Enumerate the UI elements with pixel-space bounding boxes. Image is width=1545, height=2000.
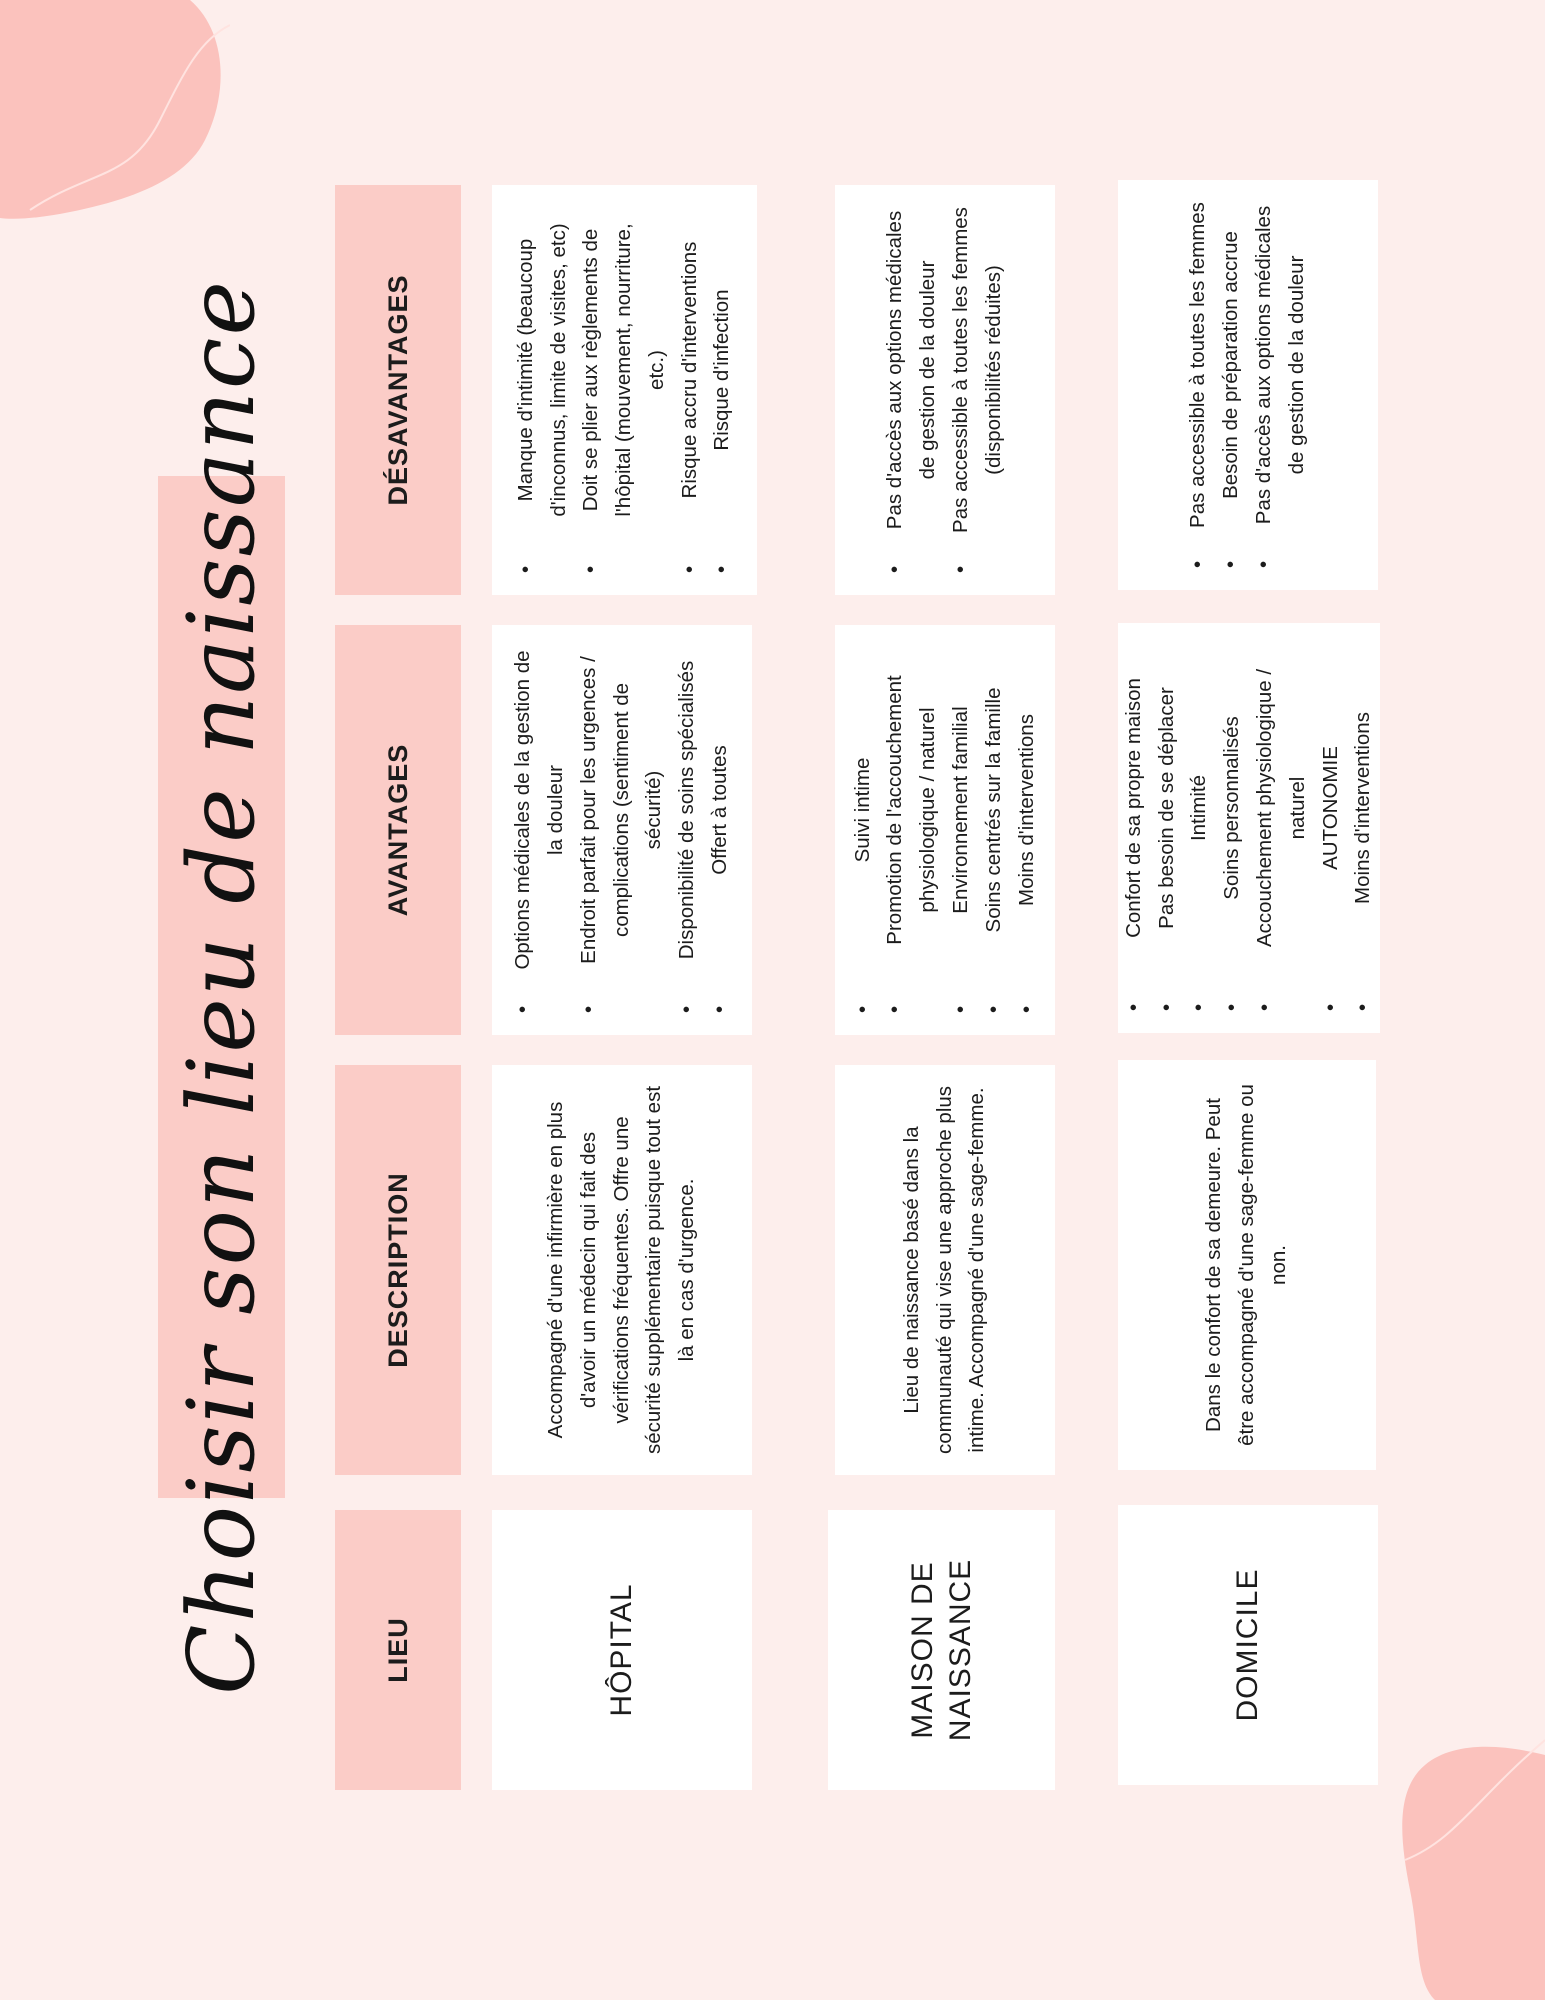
list-item: • Suivi intime bbox=[847, 643, 880, 1017]
list-item: • Risque accru d'interventions bbox=[674, 203, 707, 577]
list-item: • Pas besoin de se déplacer bbox=[1151, 641, 1184, 1015]
list-item: • AUTONOMIE bbox=[1315, 641, 1348, 1015]
list-item: • Doit se plier aux règlements de l'hôpital (mouvement, nourriture, etc.) bbox=[575, 203, 673, 577]
list-item: • Soins personnalisés bbox=[1216, 641, 1249, 1015]
desavantages-list bbox=[1182, 198, 1313, 572]
lieu-label: MAISON DE NAISSANCE bbox=[906, 1558, 977, 1742]
lieu-cell-maison-de-naissance bbox=[828, 1510, 1055, 1790]
title-band bbox=[158, 279, 285, 1695]
list-item: • Environnement familial bbox=[945, 643, 978, 1017]
list-item: • Moins d'interventions bbox=[1011, 643, 1044, 1017]
description-cell-domicile bbox=[1118, 1060, 1376, 1470]
lieu-cell-domicile bbox=[1118, 1505, 1378, 1785]
header-avantages-label: AVANTAGES bbox=[382, 743, 413, 917]
list-item: • Confort de sa propre maison bbox=[1118, 641, 1151, 1015]
list-item: • Risque d'infection bbox=[706, 203, 739, 577]
lieu-label: DOMICILE bbox=[1231, 1568, 1265, 1722]
description-text: Accompagné d'une infirmière en plus d'avoir un médecin qui fait des vérifications fréquentes. Offre une sécurité supplémentaire puisque tout est là en cas d'urgence. bbox=[544, 1085, 699, 1455]
description-text: Lieu de naissance basé dans la communauté qui vise une approche plus intime. Accompagné d'une sage-femme. bbox=[899, 1085, 989, 1455]
header-description-label: DESCRIPTION bbox=[382, 1172, 413, 1368]
desavantages-cell-domicile bbox=[1118, 180, 1378, 590]
list-item: • Besoin de préparation accrue bbox=[1215, 198, 1248, 572]
desavantages-cell-hopital bbox=[492, 185, 757, 595]
list-item: • Pas d'accès aux options médicales de gestion de la douleur bbox=[1248, 198, 1314, 572]
header-desavantages bbox=[335, 185, 461, 595]
list-item: • Pas accessible à toutes les femmes bbox=[1182, 198, 1215, 572]
avantages-cell-maison-de-naissance bbox=[835, 625, 1055, 1035]
desavantages-list bbox=[510, 203, 740, 577]
lieu-label: HÔPITAL bbox=[605, 1583, 639, 1717]
header-description bbox=[335, 1065, 461, 1475]
list-item: • Pas d'accès aux options médicales de gestion de la douleur bbox=[879, 203, 945, 577]
lieu-cell-hopital bbox=[492, 1510, 752, 1790]
list-item: • Offert à toutes bbox=[704, 643, 737, 1017]
description-cell-hopital bbox=[492, 1065, 752, 1475]
header-lieu bbox=[335, 1510, 461, 1790]
avantages-cell-hopital bbox=[492, 625, 752, 1035]
list-item: • Endroit parfait pour les urgences / complications (sentiment de sécurité) bbox=[573, 643, 671, 1017]
header-lieu-label: LIEU bbox=[382, 1617, 413, 1683]
list-item: • Disponibilité de soins spécialisés bbox=[671, 643, 704, 1017]
page-title: Choisir son lieu de naissance bbox=[168, 279, 275, 1695]
header-avantages bbox=[335, 625, 461, 1035]
desavantages-cell-maison-de-naissance bbox=[835, 185, 1055, 595]
list-item: • Intimité bbox=[1183, 641, 1216, 1015]
list-item: • Promotion de l'accouchement physiologique / naturel bbox=[879, 643, 945, 1017]
list-item: • Accouchement physiologique / naturel bbox=[1249, 641, 1315, 1015]
list-item: • Soins centrés sur la famille bbox=[978, 643, 1011, 1017]
list-item: • Options médicales de la gestion de la douleur bbox=[507, 643, 573, 1017]
desavantages-list bbox=[879, 203, 1010, 577]
avantages-list bbox=[1118, 641, 1380, 1015]
list-item: • Moins d'interventions bbox=[1347, 641, 1380, 1015]
avantages-cell-domicile bbox=[1118, 623, 1380, 1033]
description-cell-maison-de-naissance bbox=[835, 1065, 1055, 1475]
avantages-list bbox=[507, 643, 737, 1017]
description-text: Dans le confort de sa demeure. Peut être accompagné d'une sage-femme ou non. bbox=[1201, 1084, 1291, 1446]
header-desavantages-label: DÉSAVANTAGES bbox=[382, 274, 413, 506]
list-item: • Pas accessible à toutes les femmes (disponibilités réduites) bbox=[945, 203, 1011, 577]
list-item: • Manque d'intimité (beaucoup d'inconnus, limite de visites, etc) bbox=[510, 203, 576, 577]
avantages-list bbox=[847, 643, 1044, 1017]
